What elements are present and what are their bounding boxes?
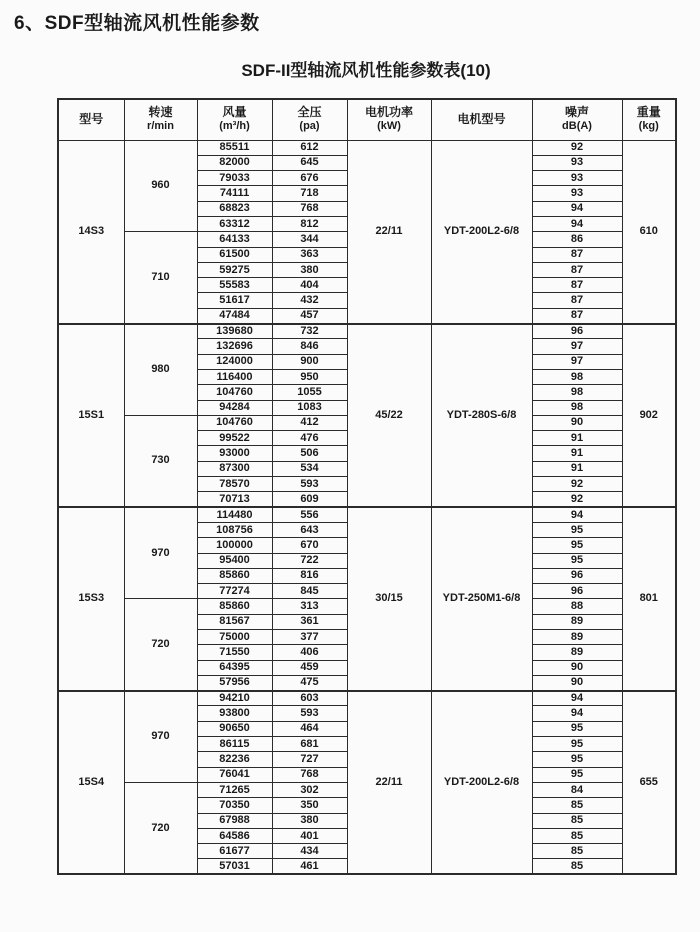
table-title: SDF-II型轴流风机性能参数表(10) (241, 61, 491, 80)
pressure-cell: 593 (272, 477, 347, 492)
pressure-cell: 380 (272, 813, 347, 828)
airflow-cell: 95400 (197, 553, 272, 568)
pressure-cell: 643 (272, 522, 347, 537)
column-header-noise-label: 噪声 (564, 105, 589, 120)
pressure-cell: 812 (272, 216, 347, 231)
pressure-cell: 556 (272, 507, 347, 522)
noise-cell: 94 (532, 216, 622, 231)
column-header-weight-label: 重量 (636, 105, 661, 120)
pressure-cell: 476 (272, 431, 347, 446)
airflow-cell: 51617 (197, 293, 272, 308)
airflow-cell: 74111 (197, 186, 272, 201)
airflow-cell: 132696 (197, 339, 272, 354)
airflow-cell: 57031 (197, 859, 272, 874)
airflow-cell: 71265 (197, 782, 272, 797)
airflow-cell: 100000 (197, 538, 272, 553)
column-header-weight (622, 99, 676, 140)
airflow-cell: 77274 (197, 584, 272, 599)
pressure-cell: 1055 (272, 385, 347, 400)
power-cell: 22/11 (347, 140, 431, 324)
noise-cell: 90 (532, 415, 622, 430)
pressure-cell: 609 (272, 492, 347, 507)
table-body (58, 140, 676, 874)
airflow-cell: 63312 (197, 216, 272, 231)
noise-cell: 87 (532, 247, 622, 262)
pressure-cell: 727 (272, 752, 347, 767)
airflow-cell: 82000 (197, 155, 272, 170)
motor-cell: YDT-200L2-6/8 (431, 140, 532, 324)
noise-cell: 94 (532, 201, 622, 216)
pressure-cell: 645 (272, 155, 347, 170)
pressure-cell: 1083 (272, 400, 347, 415)
airflow-cell: 93800 (197, 706, 272, 721)
speed-cell: 720 (124, 782, 197, 874)
pressure-cell: 593 (272, 706, 347, 721)
noise-cell: 92 (532, 140, 622, 155)
noise-cell: 95 (532, 553, 622, 568)
weight-cell: 655 (622, 691, 676, 875)
airflow-cell: 81567 (197, 614, 272, 629)
noise-cell: 98 (532, 369, 622, 384)
pressure-cell: 434 (272, 844, 347, 859)
noise-cell: 97 (532, 354, 622, 369)
airflow-cell: 55583 (197, 278, 272, 293)
airflow-cell: 108756 (197, 522, 272, 537)
airflow-cell: 85511 (197, 140, 272, 155)
airflow-cell: 76041 (197, 767, 272, 782)
noise-cell: 89 (532, 630, 622, 645)
pressure-cell: 313 (272, 599, 347, 614)
airflow-cell: 68823 (197, 201, 272, 216)
airflow-cell: 124000 (197, 354, 272, 369)
airflow-cell: 104760 (197, 385, 272, 400)
pressure-cell: 612 (272, 140, 347, 155)
airflow-cell: 71550 (197, 645, 272, 660)
airflow-cell: 139680 (197, 324, 272, 339)
column-header-speed-unit: r/min (147, 120, 174, 133)
pressure-cell: 768 (272, 767, 347, 782)
noise-cell: 87 (532, 262, 622, 277)
airflow-cell: 61677 (197, 844, 272, 859)
data-row (58, 140, 676, 155)
noise-cell: 93 (532, 155, 622, 170)
airflow-cell: 70713 (197, 492, 272, 507)
model-cell: 15S1 (58, 324, 124, 508)
speed-cell: 730 (124, 415, 197, 507)
page-title: 6、SDF型轴流风机性能参数 (14, 13, 260, 34)
column-header-pressure (272, 99, 347, 140)
noise-cell: 91 (532, 446, 622, 461)
noise-cell: 93 (532, 186, 622, 201)
speed-cell: 710 (124, 232, 197, 324)
motor-cell: YDT-200L2-6/8 (431, 691, 532, 875)
power-cell: 22/11 (347, 691, 431, 875)
pressure-cell: 377 (272, 630, 347, 645)
pressure-cell: 718 (272, 186, 347, 201)
pressure-cell: 461 (272, 859, 347, 874)
pressure-cell: 457 (272, 308, 347, 323)
noise-cell: 92 (532, 477, 622, 492)
pressure-cell: 412 (272, 415, 347, 430)
column-header-power (347, 99, 431, 140)
airflow-cell: 61500 (197, 247, 272, 262)
noise-cell: 96 (532, 584, 622, 599)
noise-cell: 95 (532, 522, 622, 537)
airflow-cell: 47484 (197, 308, 272, 323)
noise-cell: 98 (532, 400, 622, 415)
airflow-cell: 99522 (197, 431, 272, 446)
noise-cell: 95 (532, 721, 622, 736)
airflow-cell: 86115 (197, 737, 272, 752)
speed-cell: 980 (124, 324, 197, 416)
column-header-airflow-unit: (m³/h) (219, 120, 250, 133)
speed-cell: 720 (124, 599, 197, 691)
pressure-cell: 722 (272, 553, 347, 568)
noise-cell: 98 (532, 385, 622, 400)
pressure-cell: 459 (272, 660, 347, 675)
noise-cell: 85 (532, 828, 622, 843)
airflow-cell: 93000 (197, 446, 272, 461)
pressure-cell: 350 (272, 798, 347, 813)
airflow-cell: 85860 (197, 599, 272, 614)
pressure-cell: 676 (272, 171, 347, 186)
noise-cell: 95 (532, 538, 622, 553)
noise-cell: 95 (532, 752, 622, 767)
speed-cell: 960 (124, 140, 197, 232)
pressure-cell: 950 (272, 369, 347, 384)
noise-cell: 85 (532, 798, 622, 813)
data-row (58, 691, 676, 706)
pressure-cell: 361 (272, 614, 347, 629)
pressure-cell: 816 (272, 568, 347, 583)
data-row (58, 324, 676, 339)
column-header-weight-unit: (kg) (638, 120, 659, 133)
pressure-cell: 401 (272, 828, 347, 843)
motor-cell: YDT-280S-6/8 (431, 324, 532, 508)
pressure-cell: 845 (272, 584, 347, 599)
airflow-cell: 64395 (197, 660, 272, 675)
weight-cell: 902 (622, 324, 676, 508)
noise-cell: 90 (532, 675, 622, 690)
noise-cell: 96 (532, 568, 622, 583)
noise-cell: 89 (532, 645, 622, 660)
data-row (58, 507, 676, 522)
airflow-cell: 70350 (197, 798, 272, 813)
column-header-pressure-label: 全压 (297, 105, 322, 120)
airflow-cell: 57956 (197, 675, 272, 690)
airflow-cell: 90650 (197, 721, 272, 736)
airflow-cell: 116400 (197, 369, 272, 384)
column-header-motor (431, 99, 532, 140)
noise-cell: 90 (532, 660, 622, 675)
table-header-row (58, 99, 676, 140)
weight-cell: 610 (622, 140, 676, 324)
speed-cell: 970 (124, 507, 197, 599)
column-header-speed-label: 转速 (148, 105, 173, 120)
fan-performance-table (57, 98, 677, 875)
noise-cell: 89 (532, 614, 622, 629)
column-header-noise (532, 99, 622, 140)
speed-cell: 970 (124, 691, 197, 783)
noise-cell: 94 (532, 507, 622, 522)
airflow-cell: 114480 (197, 507, 272, 522)
noise-cell: 88 (532, 599, 622, 614)
noise-cell: 92 (532, 492, 622, 507)
pressure-cell: 506 (272, 446, 347, 461)
pressure-cell: 681 (272, 737, 347, 752)
airflow-cell: 64586 (197, 828, 272, 843)
airflow-cell: 67988 (197, 813, 272, 828)
pressure-cell: 900 (272, 354, 347, 369)
noise-cell: 97 (532, 339, 622, 354)
column-header-airflow (197, 99, 272, 140)
airflow-cell: 64133 (197, 232, 272, 247)
airflow-cell: 59275 (197, 262, 272, 277)
noise-cell: 95 (532, 767, 622, 782)
power-cell: 30/15 (347, 507, 431, 691)
column-header-power-label: 电机功率 (364, 105, 413, 120)
column-header-airflow-label: 风量 (222, 105, 247, 120)
pressure-cell: 432 (272, 293, 347, 308)
model-cell: 14S3 (58, 140, 124, 324)
column-header-pressure-unit: (pa) (299, 120, 320, 133)
motor-cell: YDT-250M1-6/8 (431, 507, 532, 691)
pressure-cell: 344 (272, 232, 347, 247)
pressure-cell: 534 (272, 461, 347, 476)
pressure-cell: 464 (272, 721, 347, 736)
pressure-cell: 406 (272, 645, 347, 660)
column-header-speed (124, 99, 197, 140)
noise-cell: 87 (532, 293, 622, 308)
pressure-cell: 302 (272, 782, 347, 797)
column-header-noise-unit: dB(A) (562, 120, 592, 133)
noise-cell: 96 (532, 324, 622, 339)
model-cell: 15S4 (58, 691, 124, 875)
airflow-cell: 87300 (197, 461, 272, 476)
pressure-cell: 404 (272, 278, 347, 293)
airflow-cell: 78570 (197, 477, 272, 492)
weight-cell: 801 (622, 507, 676, 691)
noise-cell: 93 (532, 171, 622, 186)
noise-cell: 85 (532, 859, 622, 874)
airflow-cell: 75000 (197, 630, 272, 645)
noise-cell: 85 (532, 813, 622, 828)
noise-cell: 85 (532, 844, 622, 859)
pressure-cell: 732 (272, 324, 347, 339)
pressure-cell: 846 (272, 339, 347, 354)
noise-cell: 91 (532, 431, 622, 446)
airflow-cell: 85860 (197, 568, 272, 583)
noise-cell: 94 (532, 691, 622, 706)
pressure-cell: 768 (272, 201, 347, 216)
column-header-power-unit: (kW) (377, 120, 401, 133)
column-header-model (58, 99, 124, 140)
column-header-motor-label: 电机型号 (457, 112, 506, 127)
noise-cell: 84 (532, 782, 622, 797)
noise-cell: 87 (532, 278, 622, 293)
noise-cell: 94 (532, 706, 622, 721)
model-cell: 15S3 (58, 507, 124, 691)
airflow-cell: 94284 (197, 400, 272, 415)
noise-cell: 91 (532, 461, 622, 476)
noise-cell: 95 (532, 737, 622, 752)
column-header-model-label: 型号 (79, 112, 104, 127)
airflow-cell: 104760 (197, 415, 272, 430)
pressure-cell: 603 (272, 691, 347, 706)
pressure-cell: 475 (272, 675, 347, 690)
airflow-cell: 79033 (197, 171, 272, 186)
airflow-cell: 94210 (197, 691, 272, 706)
noise-cell: 87 (532, 308, 622, 323)
pressure-cell: 670 (272, 538, 347, 553)
power-cell: 45/22 (347, 324, 431, 508)
noise-cell: 86 (532, 232, 622, 247)
pressure-cell: 380 (272, 262, 347, 277)
pressure-cell: 363 (272, 247, 347, 262)
airflow-cell: 82236 (197, 752, 272, 767)
